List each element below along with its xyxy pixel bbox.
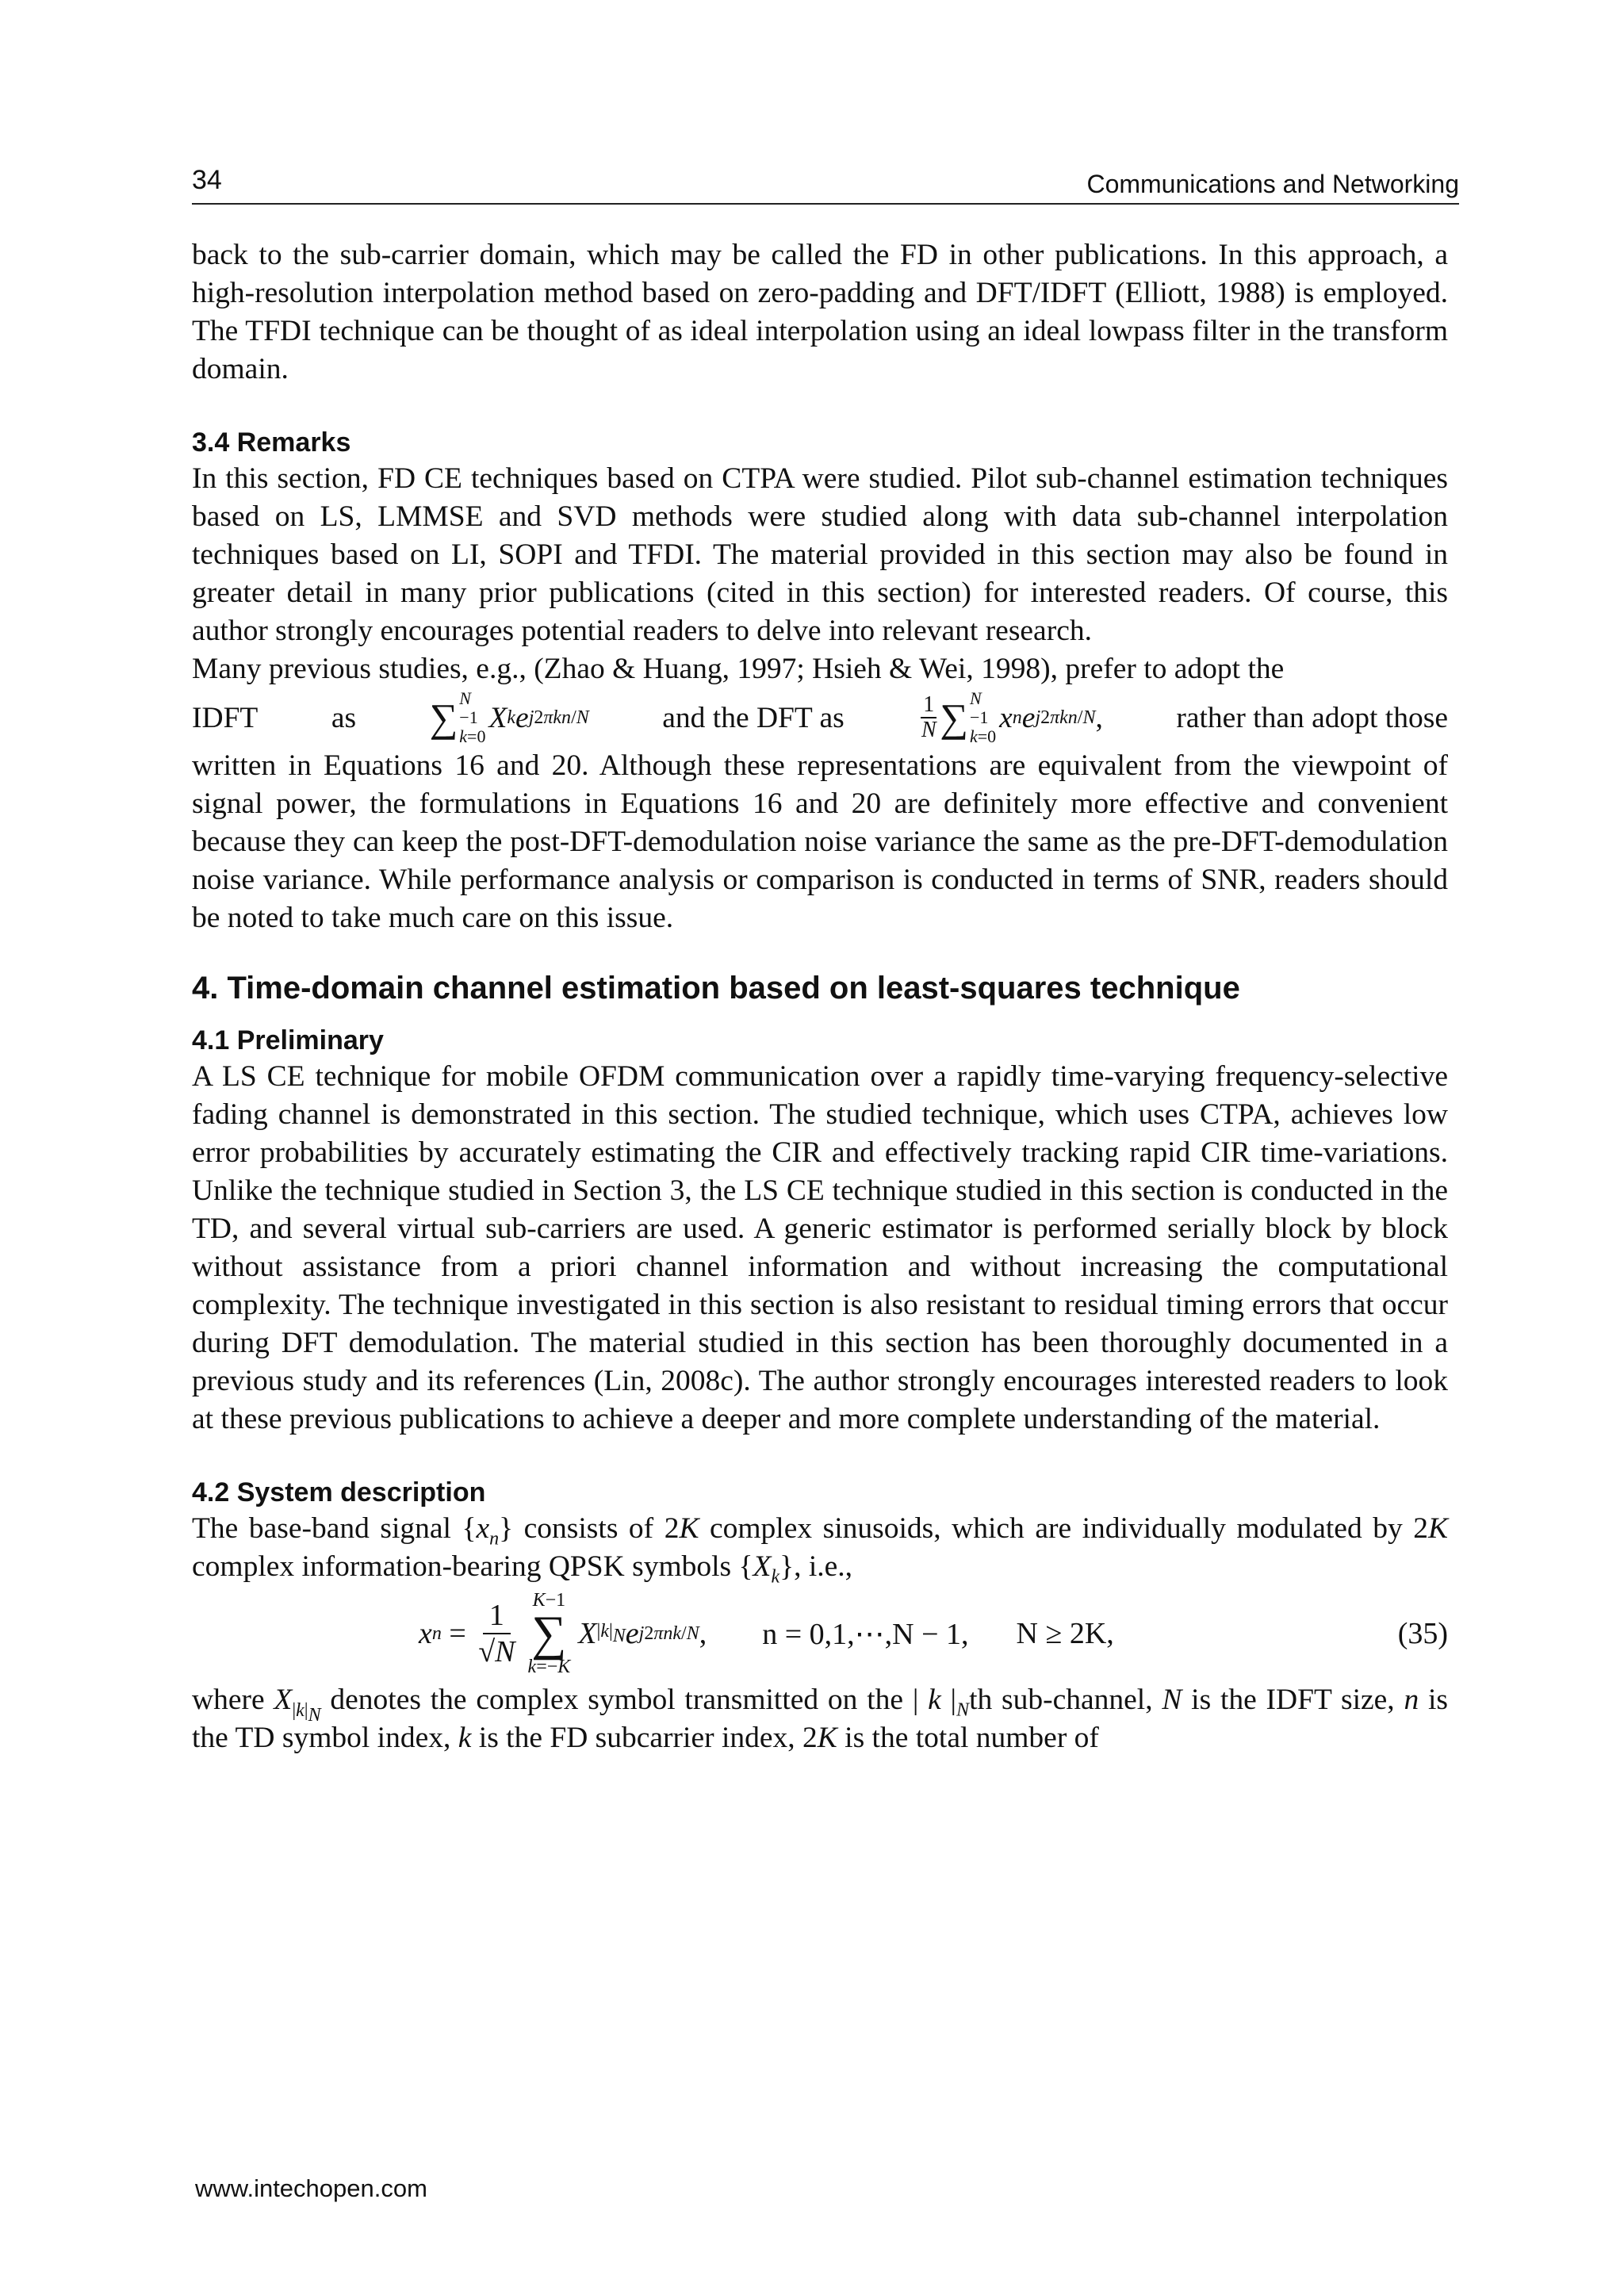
inline-math-line: [192, 688, 1448, 747]
dft-formula: $\frac{1}{N}$ ∑ N −1 k=0 x n e j2πkn/N ,: [921, 688, 1103, 746]
as-word: as: [331, 701, 357, 734]
idft-formula: ∑ N −1 k=0 X k e j2πkn/N: [429, 688, 589, 746]
section-4-heading: 4. Time-domain channel estimation based on least-squares technique: [192, 971, 1240, 1006]
footer-url: www.intechopen.com: [195, 2174, 427, 2202]
section-3-4-heading: 3.4 Remarks: [192, 427, 351, 458]
system-description-paragraph: The base-band signal $\{x_n\}$ consists of 2K complex sinusoids, which are individually modulated by 2K complex information-bearing QPSK symbols $\{X_k\}$, i.e.,: [192, 1512, 1449, 1588]
rather-than-text: rather than adopt those: [1176, 701, 1448, 734]
equation-condition-2: N ≥ 2K,: [1016, 1617, 1114, 1650]
page-body: [192, 236, 1448, 1757]
running-title: Communications and Networking: [1086, 170, 1459, 198]
remarks-paragraph-2: Many previous studies, e.g., (Zhao & Huang, 1997; Hsieh & Wei, 1998), prefer to adopt the: [192, 653, 1285, 685]
section-4-1-heading: 4.1 Preliminary: [192, 1025, 384, 1055]
equation-35-body: x n = 1 √N K−1 ∑ k=−K X $|k|_N$ e j2πnk/N , n = 0,1,⋯,N − 1, N ≥ 2K,: [419, 1590, 1114, 1677]
page-number: 34: [192, 165, 222, 195]
remarks-paragraph-1: In this section, FD CE techniques based on CTPA were studied. Pilot sub-channel estimation techniques based on LS, LMMSE and SVD methods were studied along with data sub-channel interpolation techniques based on LI, SOPI and TFDI. The material provided in this section may also be found in greater detail in many prior publications (cited in this section) for interested readers. Of course, this author strongly encourages potential readers to delve into relevant research.: [192, 462, 1448, 647]
equation-35: [192, 1586, 1448, 1681]
intro-paragraph: back to the sub-carrier domain, which may be called the FD in other publications. In this approach, a high-resolution interpolation method based on zero-padding and DFT/IDFT (Elliott, 1988) is employed. The TFDI technique can be thought of as ideal interpolation using an ideal lowpass filter in the transform domain.: [192, 239, 1448, 385]
equation-number: (35): [1397, 1617, 1448, 1650]
and-dft-as: and the DFT as: [662, 701, 845, 734]
equation-explanation-paragraph: where $X_{|k|_N}$ denotes the complex symbol transmitted on the | k $|_Nth$ sub-channel, N is the IDFT size, n is the TD symbol index, k is the FD subcarrier index, 2K is the total number of: [192, 1684, 1448, 1754]
header-rule: [192, 203, 1459, 205]
section-4-2-heading: 4.2 System description: [192, 1477, 486, 1508]
equation-condition: n = 0,1,⋯,N − 1,: [762, 1617, 969, 1651]
page-header: [192, 165, 1459, 201]
idft-label: IDFT: [192, 701, 259, 734]
preliminary-paragraph: A LS CE technique for mobile OFDM communication over a rapidly time-varying frequency-selective fading channel is demonstrated in this section. The studied technique, which uses CTPA, achieves low error probabilities by accurately estimating the CIR and effectively tracking rapid CIR time-variations. Unlike the technique studied in Section 3, the LS CE technique studied in this section is conducted in the TD, and several virtual sub-carriers are used. A generic estimator is performed serially block by block without assistance from a priori channel information and without increasing the computational complexity. The technique investigated in this section is also resistant to residual timing errors that occur during DFT demodulation. The material studied in this section has been thoroughly documented in a previous study and its references (Lin, 2008c). The author strongly encourages interested readers to look at these previous publications to achieve a deeper and more complete understanding of the material.: [192, 1060, 1448, 1435]
remarks-paragraph-3: written in Equations 16 and 20. Although these representations are equivalent from the viewpoint of signal power, the formulations in Equations 16 and 20 are definitely more effective and convenient because they can keep the post-DFT-demodulation noise variance the same as the pre-DFT-demodulation noise variance. While performance analysis or comparison is conducted in terms of SNR, readers should be noted to take much care on this issue.: [192, 749, 1448, 934]
